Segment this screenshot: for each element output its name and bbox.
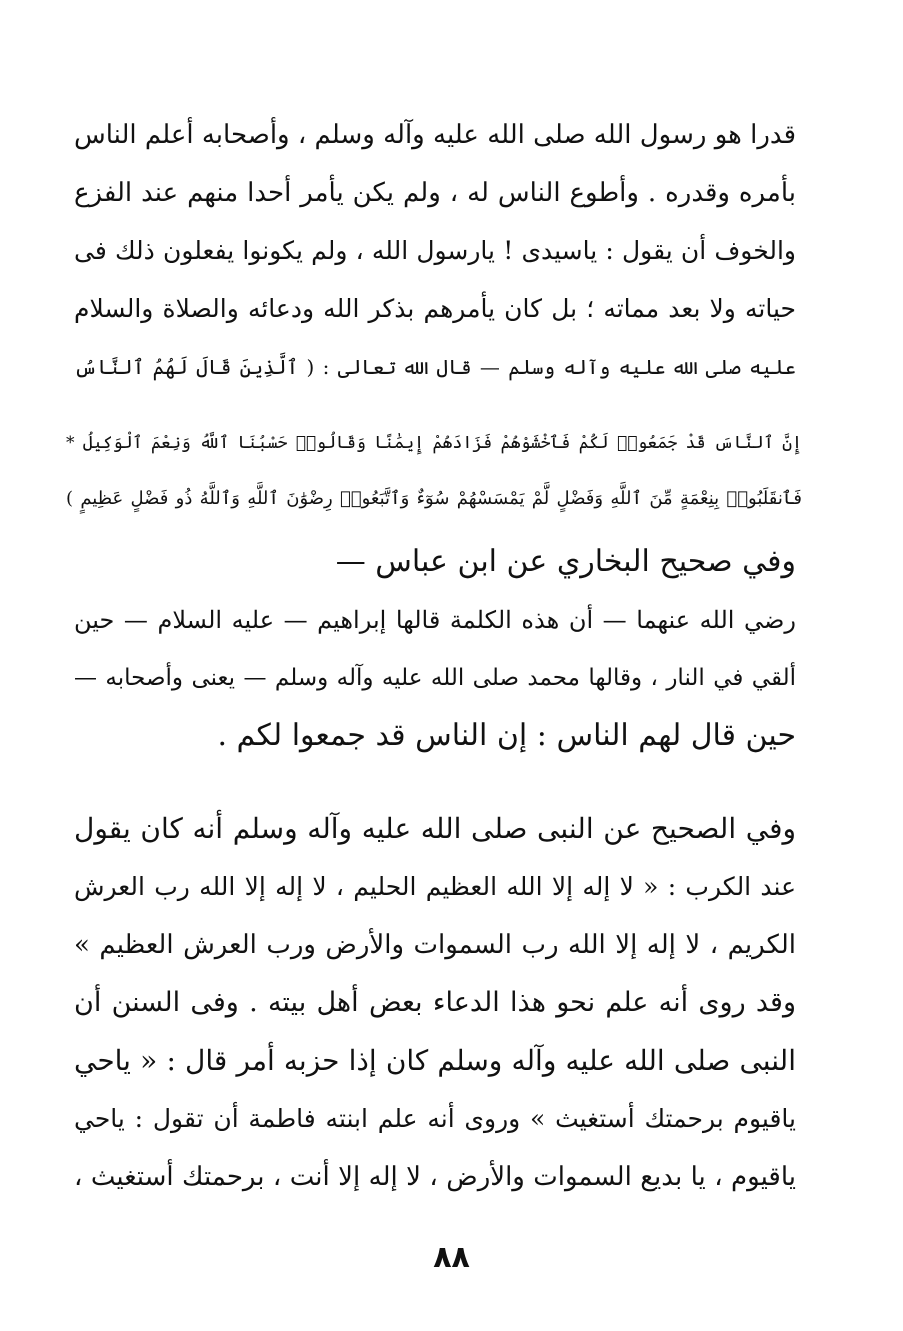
text-line: بأمره وقدره . وأطوع الناس له ، ولم يكن يأمر أحدا منهم عند الفزع (74, 178, 796, 208)
text-line: وقد روى أنه علم نحو هذا الدعاء بعض أهل بيته . وفى السنن أن (74, 987, 796, 1018)
text-line: وفي الصحيح عن النبى صلى الله عليه وآله وسلم أنه كان يقول (74, 812, 796, 845)
page-number: ٨٨ (433, 1240, 470, 1275)
text-line: والخوف أن يقول : ياسيدى ! يارسول الله ، ولم يكونوا يفعلون ذلك فى (74, 236, 796, 265)
text-line: الكريم ، لا إله إلا الله رب السموات والأرض ورب العرش العظيم » (74, 930, 796, 960)
quran-verse-line: فَٱنقَلَبُوا۟ بِنِعْمَةٍ مِّنَ ٱللَّهِ وَفَضْلٍ لَّمْ يَمْسَسْهُمْ سُوٓءٌ وَٱتَّبَعُوا۟ رِضْوَٰنَ ٱللَّهِ وَٱللَّهُ ذُو فَضْلٍ عَظِيمٍ ) (66, 488, 802, 509)
text-line: رضي الله عنهما — أن هذه الكلمة قالها إبراهيم — عليه السلام — حين (74, 606, 796, 634)
text-line: حياته ولا بعد مماته ؛ بل كان يأمرهم بذكر الله ودعائه والصلاة والسلام (74, 294, 796, 323)
text-line: ياقيوم برحمتك أستغيث » وروى أنه علم ابنته فاطمة أن تقول : ياحي (74, 1104, 796, 1133)
text-line: عند الكرب : « لا إله إلا الله العظيم الحليم ، لا إله إلا الله رب العرش (74, 872, 796, 901)
text-line: وفي صحيح البخاري عن ابن عباس — (335, 544, 796, 579)
text-line: ياقيوم ، يا بديع السموات والأرض ، لا إله إلا أنت ، برحمتك أستغيث ، (74, 1162, 796, 1192)
text-line: عليه صلى الله عليه وآله وسلم — قال الله تعالى : ( ٱلَّذِينَ قَالَ لَهُمُ ٱلنَّاسُ (74, 355, 796, 379)
text-line: حين قال لهم الناس : إن الناس قد جمعوا لكم . (217, 718, 796, 753)
text-line: النبى صلى الله عليه وآله وسلم كان إذا حزبه أمر قال : « ياحي (74, 1044, 796, 1077)
quran-verse-line: إِنَّ ٱلنَّاسَ قَدْ جَمَعُوا۟ لَكُمْ فَٱخْشَوْهُمْ فَزَادَهُمْ إِيمَٰنًا وَقَالُوا۟ حَسْبُنَا ٱللَّهُ وَنِعْمَ ٱلْوَكِيلُ * (66, 433, 802, 453)
text-line: ألقي في النار ، وقالها محمد صلى الله عليه وآله وسلم — يعنى وأصحابه — (74, 665, 796, 691)
text-line: قدرا هو رسول الله صلى الله عليه وآله وسلم ، وأصحابه أعلم الناس (74, 120, 796, 150)
